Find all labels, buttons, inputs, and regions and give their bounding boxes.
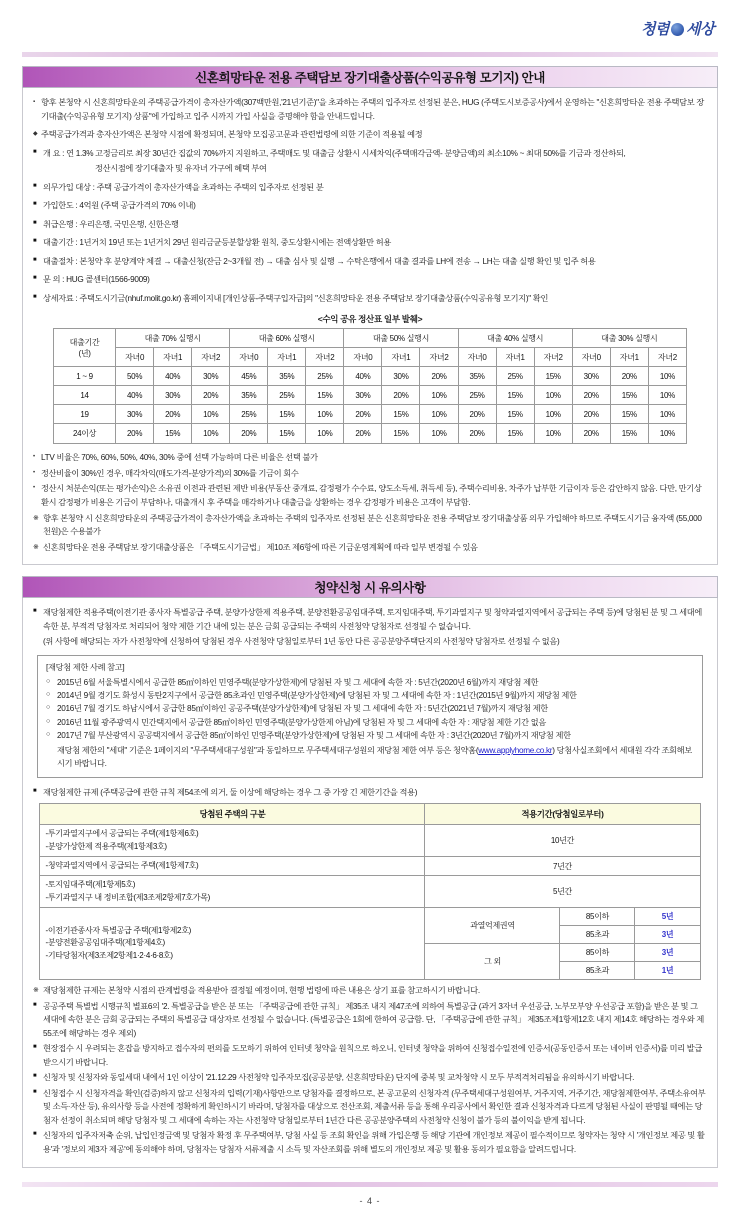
header-child-1: 자녀1	[610, 348, 648, 367]
square-bullet-icon: ■	[33, 256, 37, 263]
header-child-0: 자녀0	[572, 348, 610, 367]
header-child-0: 자녀0	[344, 348, 382, 367]
cell-value: 15%	[610, 386, 648, 405]
example-text: 2016년 11월 광주광역시 민간택지에서 공급한 85㎡이하인 민영주택(분양가상한제 아님)에 당첨된 자 및 그 세대에 속한 자 : 재당첨 제한 기간 없음	[57, 717, 546, 727]
desc-line: -투기과열지구 내 정비조합(제3조제2항제7호가목)	[45, 892, 211, 902]
star-note-row	[33, 541, 707, 555]
item-label: 가입한도	[43, 201, 74, 211]
cell-value: 10%	[534, 405, 572, 424]
square-bullet-icon: ■	[33, 275, 37, 282]
restriction-text: 재당첨제한 적용주택(이전기관 종사자 특별공급 주택, 분양가상한제 적용주택, 분양전환공공임대주택, 토지임대주택, 투기과열지구 및 청약과열지역에서 공급되는 주택 등)에 당첨된 분 및 그 세대에 속한 분, 부적격 당첨자로 처리되어 청약 제한 기간 내에 있는 분은 금회 공급되는 주택의 사전청약 당첨자로 선정될 수 없습니다.	[43, 608, 703, 631]
table-row	[54, 424, 687, 444]
document-header	[0, 0, 740, 52]
desc-line: -토지임대주택(제1항제5호)	[45, 880, 136, 890]
header-child-0: 자녀0	[458, 348, 496, 367]
header-group-40: 대출 40% 실행시	[458, 329, 572, 348]
item-text: 대출기간 : 1년거치 19년 또는 1년거치 29년 원리금균등분할상환 원칙, 중도상환시에는 전액상환만 허용	[43, 236, 707, 250]
logo-dot-icon	[671, 23, 684, 36]
table-caption-profit-share: <수익 공유 정산표 일부 발췌>	[317, 314, 423, 325]
cell-period-years: 3년	[635, 944, 700, 962]
bullet-icon: •	[33, 485, 35, 492]
square-bullet-icon: ■	[33, 219, 37, 226]
square-bullet-icon: ■	[33, 1088, 37, 1095]
header-group-70: 대출 70% 실행시	[116, 329, 230, 348]
note-text: 정산시 처분손익(또는 평가손익)은 소유권 이전과 관련된 제반 비용(부동산 중개료, 감정평가 수수료, 양도소득세, 취득세 등), 주택수리비용, 차주가 납부한 기금이자 등은 감안하지 않음. 다만, 만기상환시 감정평가 비용은 기금이 부담하나, 대출개시 후 주택을 매각하거나 대출금을 상환하는 경우 감정평가 비용은 고객이 부담함.	[41, 484, 702, 507]
cell-value: 25%	[496, 367, 534, 386]
example-item	[46, 729, 694, 742]
logo-text-right: 세상	[686, 20, 714, 38]
cell-value: 30%	[192, 367, 230, 386]
asterisk-icon: ※	[33, 987, 39, 995]
restriction-row	[33, 606, 707, 633]
cell-value: 10%	[306, 424, 344, 444]
profit-share-table	[53, 328, 687, 444]
closing-text: 신청자의 입주자저축 순위, 납입인정금액 및 당첨자 확정 후 무주택여부, 당첨 사실 등 조회 확인을 위해 가입은행 등 해당 기관에 개인정보 제공이 필수적이므로 청약자는 청약 시 '개인정보 제공 및 활용'과 '정보의 제3자 제공'에 동의해야 하며, 당첨자는 당첨자 서류제출 시 소득 및 자산조회를 위해 별도의 개인정보 제공 및 활용 동의가 필요함을 알려드립니다.	[43, 1131, 705, 1154]
cell-value: 15%	[382, 424, 420, 444]
item-label: 상세자료	[43, 293, 74, 303]
restriction-subtext: (위 사항에 해당되는 자가 사전청약에 신청하여 당첨된 경우 사전청약 당첨일로부터 1년 동안 다른 공공분양주택단지의 사전청약 당첨자로 선정될 수 없음)	[43, 637, 560, 647]
header-period-line1: 대출기간	[69, 337, 100, 347]
cell-period: 1 ~ 9	[54, 367, 116, 386]
cell-value: 30%	[154, 386, 192, 405]
note-row	[33, 451, 707, 465]
cell-value: 50%	[116, 367, 154, 386]
item-row-overview-cont	[33, 162, 707, 176]
rule-heading-text: 재당첨제한 규제 (주택공급에 관한 규칙 제54조에 의거, 둘 이상에 해당하는 경우 그 중 가장 긴 제한기간을 적용)	[43, 787, 418, 797]
cell-housing-type	[40, 908, 425, 980]
item-label: 개 요	[43, 148, 61, 158]
item-label: 문 의	[43, 275, 61, 285]
example-text: 2016년 7월 경기도 하남시에서 공급한 85㎡이하인 공공주택(분양가상한제)에 당첨된 자 및 그 세대에 속한 자 : 5년간(2021년 7월)까지 재당첨 제한	[57, 704, 548, 714]
item-value: 4억원 (주택 공급가격의 70% 이내)	[79, 201, 196, 211]
note-row	[33, 482, 707, 509]
closing-row	[33, 1071, 707, 1085]
table-row	[54, 367, 687, 386]
example-item	[46, 702, 694, 715]
square-bullet-icon: ■	[33, 182, 37, 189]
cell-value: 15%	[154, 424, 192, 444]
cell-value: 30%	[116, 405, 154, 424]
table-header-row-groups	[54, 329, 687, 348]
example-box-title: [재당첨 제한 사례 참고]	[46, 662, 125, 672]
cell-value: 10%	[648, 367, 686, 386]
cell-value: 40%	[344, 367, 382, 386]
header-child-0: 자녀0	[116, 348, 154, 367]
header-divider	[22, 52, 718, 57]
table-row	[40, 856, 700, 875]
applyhome-link[interactable]: www.applyhome.co.kr	[478, 746, 553, 756]
closing-text: 공공주택 특별법 시행규칙 별표6의 '2. 특별공급을 받은 분 또는 「주택공급에 관한 규칙」 제35조 내지 제47조에 의하여 특별공급 (과거 3자녀 우선공급, 노부모부양 우선공급 포함)을 받은 분 및 그 세대에 속한 분은 금회 공급되는 주택의 특별공급 대상자로 선정될 수 없습니다. (특별공급은 1회에 한하여 공급함. 단, 「주택공급에 관한 규칙」 제35조제1항제12호 내지 제14호 해당하는 경우와 제55조에 해당하는 경우 제외)	[43, 1001, 705, 1038]
cell-value: 15%	[268, 424, 306, 444]
page-number: - 4 -	[359, 1195, 381, 1206]
item-row-overview	[33, 147, 707, 161]
square-bullet-icon: ■	[33, 787, 37, 794]
cell-value: 25%	[268, 386, 306, 405]
example-box-tail	[46, 744, 694, 771]
cell-value: 20%	[230, 424, 268, 444]
tail-pre-text: 재당첨 제한의 "세대" 기준은 1페이지의 "무주택세대구성원"과 동일하므로 무주택세대구성원의 재당첨 제한 여부 등은 청약홈(	[57, 746, 479, 756]
header-child-1: 자녀1	[496, 348, 534, 367]
table-row	[54, 386, 687, 405]
header-period-line2: (년)	[78, 348, 91, 358]
cell-value: 20%	[344, 424, 382, 444]
section-body-mortgage	[22, 88, 718, 565]
note-text: 정산비율이 30%인 경우, 매각차익(매도가격-분양가격)의 30%를 기금이 회수	[41, 468, 299, 478]
header-child-1: 자녀1	[154, 348, 192, 367]
table2-footnote-text: 재당첨제한 규제는 본청약 시점의 관계법령을 적용받아 결정될 예정이며, 현행 법령에 따른 내용은 상기 표를 참고하시기 바랍니다.	[43, 986, 480, 996]
table-row	[54, 405, 687, 424]
item-value: HUG 콜센터(1566-9009)	[66, 275, 150, 285]
closing-row	[33, 1000, 707, 1041]
example-item	[46, 716, 694, 729]
header-group-30: 대출 30% 실행시	[572, 329, 686, 348]
cell-value: 40%	[116, 386, 154, 405]
cell-zone: 그 외	[425, 944, 560, 980]
table-row	[40, 876, 700, 908]
logo-text-left: 청렴	[641, 20, 670, 38]
brand-logo	[641, 18, 714, 39]
desc-line: -분양전환공공임대주택(제1항제4호)	[45, 938, 165, 948]
cell-value: 20%	[382, 386, 420, 405]
table-row	[40, 825, 700, 857]
cell-housing-type	[40, 825, 425, 857]
header-period	[54, 329, 116, 367]
section-body-application	[22, 598, 718, 1167]
cell-zone: 과열억제권역	[425, 908, 560, 944]
restriction-period-table	[39, 803, 700, 980]
cell-value: 10%	[648, 405, 686, 424]
bullet-icon: ◆	[33, 131, 38, 138]
closing-text: 현장접수 시 우려되는 혼잡을 방지하고 접수자의 편의를 도모하기 위하여 인터넷 청약을 원칙으로 하오니, 인터넷 청약을 위하여 신청접수일전에 인증서(공동인증서 또는 네이버 인증서)를 미리 발급 받으시기 바랍니다.	[43, 1044, 703, 1067]
star-note-text: 신혼희망타운 전용 주택담보 장기대출상품은 「주택도시기금법」 제10조 제6항에 따른 기금운영계획에 따라 일부 변경될 수 있음	[43, 542, 478, 552]
cell-value: 10%	[306, 405, 344, 424]
restriction-subrow	[33, 635, 707, 649]
cell-value: 10%	[534, 386, 572, 405]
cell-period: 10년간	[425, 825, 700, 857]
header-group-50: 대출 50% 실행시	[344, 329, 458, 348]
cell-value: 10%	[420, 386, 458, 405]
cell-value: 20%	[192, 386, 230, 405]
square-bullet-icon: ■	[33, 608, 37, 615]
cell-value: 10%	[420, 424, 458, 444]
cell-value: 15%	[306, 386, 344, 405]
section-title-mortgage: 신혼희망타운 전용 주택담보 장기대출상품(수익공유형 모기지) 안내	[22, 66, 718, 88]
cell-value: 25%	[458, 386, 496, 405]
header-group-60: 대출 60% 실행시	[230, 329, 344, 348]
circle-bullet-icon: ○	[46, 730, 50, 738]
cell-value: 25%	[230, 405, 268, 424]
item-label: 취급은행	[43, 219, 74, 229]
cell-housing-type: -청약과열지역에서 공급되는 주택(제1항제7호)	[40, 856, 425, 875]
cell-size: 85초과	[560, 962, 635, 980]
square-bullet-icon: ■	[33, 238, 37, 245]
square-bullet-icon: ■	[33, 1044, 37, 1051]
example-box	[37, 655, 703, 778]
table-header-row	[40, 804, 700, 825]
cell-value: 20%	[154, 405, 192, 424]
cell-value: 30%	[344, 386, 382, 405]
cell-value: 30%	[572, 367, 610, 386]
desc-line: -분양가상한제 적용주택(제1항제3호)	[45, 841, 167, 851]
desc-line: -이전기관종사자 특별공급 주택(제1항제2호)	[45, 926, 191, 936]
item-value: 우리은행, 국민은행, 신한은행	[79, 219, 179, 229]
header-child-2: 자녀2	[306, 348, 344, 367]
header-housing-type: 당첨된 주택의 구분	[40, 804, 425, 825]
asterisk-icon: ※	[33, 514, 39, 522]
item-row-mandatory	[33, 181, 707, 195]
item-value: 1년거치 19년 또는 1년거치 29년 원리금균등분할상환 원칙, 중도상환시에는 전액상환만 허용	[79, 238, 391, 248]
cell-period: 7년간	[425, 856, 700, 875]
header-applicable-period: 적용기간(당첨일로부터)	[425, 804, 700, 825]
item-value: 연 1.3% 고정금리로 최장 30년간 집값의 70%까지 지원하고, 주택매도 및 대출금 상환시 시세차익(주택매각금액- 분양금액)의 최소10% ~ 최대 50%를 기금과 정산하되,	[66, 148, 626, 158]
cell-period-years: 3년	[635, 926, 700, 944]
cell-value: 10%	[648, 386, 686, 405]
closing-text: 신청자 및 신청자와 동일세대 내에서 1인 이상이 '21.12.29 사전청약 입주자모집(공공분양, 신혼희망타운) 단지에 중복 및 교차청약 시 모두 부적격처리됨을 유의하시기 바랍니다.	[43, 1073, 635, 1083]
item-text: 상세자료 : 주택도시기금(nhuf.molit.go.kr) 홈페이지내 [개인상품-주택구입자금]의 "신혼희망타운 전용 주택담보 장기대출상품(수익공유형 모기지)" 확인	[43, 292, 707, 306]
item-row-banks	[33, 218, 707, 232]
example-item	[46, 689, 694, 702]
note-row	[33, 467, 707, 481]
item-row-process	[33, 255, 707, 269]
desc-line: -기타당첨자(제3조제2항제1·2·4·6·8호)	[45, 950, 173, 960]
cell-value: 35%	[268, 367, 306, 386]
closing-row	[33, 1129, 707, 1156]
cell-value: 35%	[230, 386, 268, 405]
cell-value: 20%	[610, 367, 648, 386]
circle-bullet-icon: ○	[46, 717, 50, 725]
rule-heading-row	[33, 786, 707, 800]
cell-value: 10%	[648, 424, 686, 444]
footer-divider	[22, 1182, 718, 1187]
cell-value: 10%	[420, 405, 458, 424]
cell-period: 14	[54, 386, 116, 405]
item-row-limit	[33, 199, 707, 213]
cell-value: 20%	[572, 386, 610, 405]
item-text: 취급은행 : 우리은행, 국민은행, 신한은행	[43, 218, 707, 232]
cell-value: 10%	[534, 424, 572, 444]
closing-text: 신청접수 시 신청자격을 확인(검증)하지 않고 신청자의 입력(기재)사항만으로 당첨자를 결정하므로, 본 공고문의 신청자격 (무주택세대구성원여부, 거주지역, 거주기간, 재당첨제한여부, 주택소유여부 및 소득·자산 등), 유의사항 등을 사전에 정확하게 확인하시기 바라며, 당첨자를 대상으로 전산조회, 제출서류 등을 통해 우리공사에서 확인한 결과 신청자격과 다르게 당첨된 사실이 판명될 때에는 당첨자 선정이 취소되며 해당 당첨자 및 그 세대에 속하는 자는 사전청약 당첨일로부터 1년간 다른 공공분양주택의 사전청약 신청이 불가 등의 불이익을 받게 됩니다.	[43, 1088, 706, 1125]
table-header-row-children	[54, 348, 687, 367]
cell-value: 20%	[116, 424, 154, 444]
cell-value: 45%	[230, 367, 268, 386]
header-child-2: 자녀2	[534, 348, 572, 367]
circle-bullet-icon: ○	[46, 690, 50, 698]
subnote-row	[33, 128, 707, 142]
cell-value: 15%	[610, 405, 648, 424]
item-value: 주택도시기금(nhuf.molit.go.kr) 홈페이지내 [개인상품-주택구입자금]의 "신혼희망타운 전용 주택담보 장기대출상품(수익공유형 모기지)" 확인	[79, 293, 549, 303]
item-text: 문 의 : HUG 콜센터(1566-9009)	[43, 273, 707, 287]
square-bullet-icon: ■	[33, 1073, 37, 1080]
square-bullet-icon: ■	[33, 293, 37, 300]
item-text: 개 요 : 연 1.3% 고정금리로 최장 30년간 집값의 70%까지 지원하고, 주택매도 및 대출금 상환시 시세차익(주택매각금액- 분양금액)의 최소10% ~ 최대 50%를 기금과 정산하되,	[43, 147, 707, 161]
item-label: 대출기간	[43, 238, 74, 248]
square-bullet-icon: ■	[33, 148, 37, 155]
cell-value: 15%	[496, 424, 534, 444]
cell-size: 85이하	[560, 908, 635, 926]
closing-row	[33, 1042, 707, 1069]
table2-footnote-row	[33, 984, 707, 998]
cell-value: 15%	[268, 405, 306, 424]
cell-value: 10%	[192, 405, 230, 424]
item-value: 본청약 후 분양계약 체결 → 대출신청(잔금 2~3개월 전) → 대출 심사 및 실행 → 수탁은행에서 대출 결과를 LH에 전송 → LH는 대출 실행 확인 및 입주 허용	[79, 256, 596, 266]
item-row-details	[33, 292, 707, 306]
square-bullet-icon: ■	[33, 1131, 37, 1138]
item-label: 대출절차	[43, 256, 74, 266]
cell-value: 20%	[572, 405, 610, 424]
table-notes	[33, 451, 707, 554]
square-bullet-icon: ■	[33, 201, 37, 208]
example-text: 2014년 9월 경기도 화성시 동탄2지구에서 공급한 85초과인 민영주택(분양가상한제)에 당첨된 자 및 그 세대에 속한 자 : 1년간(2015년 9월)까지 재당첨 제한	[57, 690, 577, 700]
asterisk-icon: ※	[33, 543, 39, 551]
cell-value: 15%	[496, 405, 534, 424]
item-label: 의무가입 대상	[43, 182, 91, 192]
item-text: 가입한도 : 4억원 (주택 공급가격의 70% 이내)	[43, 199, 707, 213]
bullet-icon: •	[33, 454, 35, 461]
bullet-icon: •	[33, 469, 35, 476]
cell-value: 20%	[458, 405, 496, 424]
star-note-text: 향후 본청약 시 신혼희망타운의 주택공급가격이 총자산가액을 초과하는 주택의 입주자로 선정된 분은 신혼희망타운 전용 주택담보 장기대출상품 의무 가입해야 하므로 주택도시기금 융자액 (55,000천원)은 수용불가	[43, 513, 702, 537]
cell-period: 24이상	[54, 424, 116, 444]
cell-value: 15%	[382, 405, 420, 424]
circle-bullet-icon: ○	[46, 677, 50, 685]
cell-value: 20%	[572, 424, 610, 444]
cell-housing-type	[40, 876, 425, 908]
cell-value: 35%	[458, 367, 496, 386]
example-item	[46, 676, 694, 689]
cell-value: 40%	[154, 367, 192, 386]
square-bullet-icon: ■	[33, 1001, 37, 1008]
cell-value: 30%	[382, 367, 420, 386]
cell-value: 15%	[496, 386, 534, 405]
cell-value: 20%	[344, 405, 382, 424]
item-text: 의무가입 대상 : 주택 공급가격이 총자산가액을 초과하는 주택의 입주자로 선정된 분	[43, 181, 707, 195]
item-text-continued: 정산시점에 장기대출자 및 유자녀 가구에 혜택 부여	[95, 164, 267, 174]
header-child-2: 자녀2	[420, 348, 458, 367]
tail-post-text: ) 당첨사실조회에서 세대원 각각 조회해보시기 바랍니다.	[57, 746, 692, 769]
cell-size: 85초과	[560, 926, 635, 944]
cell-value: 10%	[192, 424, 230, 444]
cell-value: 20%	[420, 367, 458, 386]
header-child-1: 자녀1	[268, 348, 306, 367]
cell-value: 20%	[458, 424, 496, 444]
note-text: LTV 비율은 70%, 60%, 50%, 40%, 30% 중에 선택 가능하며 다른 비율은 선택 불가	[41, 453, 318, 463]
item-row-term	[33, 236, 707, 250]
example-text: 2015년 6월 서울특별시에서 공급한 85㎡이하인 민영주택(분양가상한제)에 당첨된 자 및 그 세대에 속한 자 : 5년간(2020년 6월)까지 재당첨 제한	[57, 677, 539, 687]
header-child-2: 자녀2	[648, 348, 686, 367]
cell-period: 5년간	[425, 876, 700, 908]
cell-period-years: 1년	[635, 962, 700, 980]
subnote-text: 주택공급가격과 총자산가액은 본청약 시점에 확정되며, 본청약 모집공고문과 관련법령에 의한 기준이 적용될 예정	[41, 130, 423, 140]
header-child-0: 자녀0	[230, 348, 268, 367]
header-child-1: 자녀1	[382, 348, 420, 367]
item-row-contact	[33, 273, 707, 287]
cell-period-years: 5년	[635, 908, 700, 926]
intro-text: 향후 본청약 시 신혼희망타운의 주택공급가격이 총자산가액(307백만원,'21년기준)"을 초과하는 주택의 입주자로 선정된 분은, HUG (주택도시보증공사)에서 운영하는 "신혼희망타운 전용 주택담보 장기대출(수익공유형 모기지) 상품"에 가입하고 입주 시까지 가입 사실을 증명해야 함을 안내드립니다.	[41, 98, 704, 121]
example-text: 2017년 7월 부산광역시 공공택지에서 공급한 85㎡이하인 민영주택(분양가상한제)에 당첨된 자 및 그 세대에 속한 자 : 3년간(2020년 7월)까지 재당첨 제한	[57, 730, 571, 740]
cell-size: 85이하	[560, 944, 635, 962]
star-note-row	[33, 512, 707, 539]
circle-bullet-icon: ○	[46, 704, 50, 712]
cell-value: 15%	[534, 367, 572, 386]
intro-row	[33, 96, 707, 123]
cell-value: 15%	[610, 424, 648, 444]
header-child-2: 자녀2	[192, 348, 230, 367]
cell-period: 19	[54, 405, 116, 424]
section-title-application: 청약신청 시 유의사항	[22, 576, 718, 598]
desc-line: -투기과열지구에서 공급되는 주택(제1항제6호)	[45, 829, 199, 839]
item-value: 주택 공급가격이 총자산가액을 초과하는 주택의 입주자로 선정된 분	[96, 182, 324, 192]
table-row-split	[40, 908, 700, 926]
cell-value: 25%	[306, 367, 344, 386]
item-text: 대출절차 : 본청약 후 분양계약 체결 → 대출신청(잔금 2~3개월 전) → 대출 심사 및 실행 → 수탁은행에서 대출 결과를 LH에 전송 → LH는 대출 실행 확인 및 입주 허용	[43, 255, 707, 269]
bullet-icon: ▪	[33, 99, 35, 105]
closing-row	[33, 1087, 707, 1128]
